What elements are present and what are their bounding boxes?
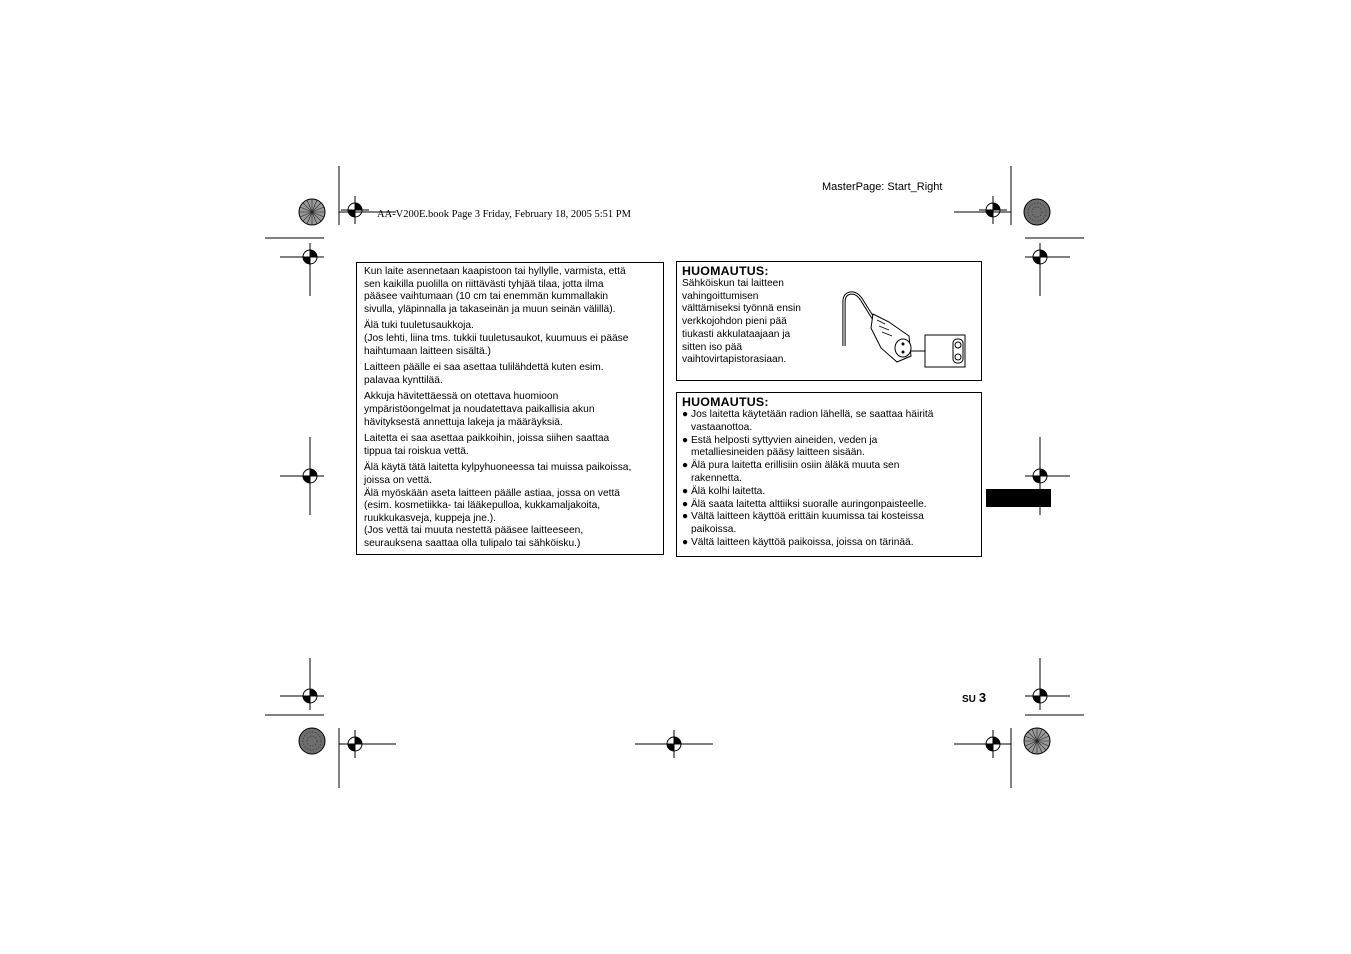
safety-paragraph <box>364 320 656 358</box>
text-line: sivulla, yläpinnalla ja takaseinän ja muun seinän välillä). <box>364 303 616 315</box>
note-bullet-item <box>682 435 976 461</box>
text-line: vastaanottoa. <box>691 421 753 433</box>
text-line: tiukasti akkulataajaan ja <box>682 328 791 340</box>
text-line: Älä pura laitetta erillisiin osiin äläkä muuta sen <box>691 460 900 472</box>
note-power-cord-box <box>676 261 982 381</box>
page-number <box>962 689 986 707</box>
text-line: sen kaikilla puolilla on riittävästi tyhjää tilaa, jotta ilma <box>364 278 604 290</box>
bullet-icon: ● <box>682 498 689 510</box>
note-bullet-item <box>682 537 976 550</box>
bullet-icon: ● <box>682 485 689 497</box>
safety-precautions-box <box>356 262 664 555</box>
note-bullet-item <box>682 486 976 499</box>
masterpage-label: MasterPage: Start_Right <box>822 181 943 193</box>
text-line: (Jos vettä tai muuta nestettä pääsee laitteeseen, <box>364 525 584 537</box>
text-line: (Jos lehti, liina tms. tukkii tuuletusaukot, kuumuus ei pääse <box>364 332 629 344</box>
text-line: Estä helposti syttyvien aineiden, veden ja <box>691 434 878 446</box>
text-line: Älä tuki tuuletusaukkoja. <box>364 320 474 332</box>
text-line: hävityksestä annettuja lakeja ja määräyksiä. <box>364 416 563 428</box>
text-line: haihtumaan laitteen sisältä.) <box>364 345 491 357</box>
text-line: palavaa kynttilää. <box>364 374 443 386</box>
note-bullet-item <box>682 499 976 512</box>
safety-paragraph <box>364 391 656 429</box>
safety-paragraph <box>364 433 656 458</box>
safety-paragraph <box>364 462 656 550</box>
bullet-icon: ● <box>682 434 689 446</box>
power-cord-plug-illustration <box>837 290 972 374</box>
text-line: Laitteen päälle ei saa asettaa tulilähdettä kuten esim. <box>364 362 604 374</box>
text-line: vahingoittumisen <box>682 290 759 302</box>
text-line: sitten iso pää <box>682 341 743 353</box>
text-line: (esim. kosmetiikka- tai lääkepulloa, kukkamaljakoita, <box>364 500 601 512</box>
bullet-icon: ● <box>682 460 689 472</box>
text-line: tippua tai roiskua vettä. <box>364 445 469 457</box>
note-heading: HUOMAUTUS: <box>682 395 769 409</box>
text-line: Jos laitetta käytetään radion lähellä, se saattaa häiritä <box>691 409 934 420</box>
file-info: AA-V200E.book Page 3 Friday, February 18, 2005 5:51 PM <box>377 209 631 220</box>
text-line: ruukkukasveja, kuppeja jne.). <box>364 512 496 524</box>
text-line: metalliesineiden pääsy laitteen sisään. <box>691 447 865 459</box>
text-line: seurauksena saattaa olla tulipalo tai sähköisku.) <box>364 537 581 549</box>
text-line: ympäristöongelmat ja noudatettava paikallisia akun <box>364 403 595 415</box>
page-number-value: 3 <box>978 690 987 705</box>
note-bullet-item <box>682 460 976 486</box>
note-heading: HUOMAUTUS: <box>682 264 769 278</box>
note-usage-box <box>676 392 982 557</box>
note-bullet-item <box>682 511 976 537</box>
text-line: Akkuja hävitettäessä on otettava huomioon <box>364 391 559 403</box>
text-line: verkkojohdon pieni pää <box>682 316 787 328</box>
text-line: Älä käytä tätä laitetta kylpyhuoneessa tai muissa paikoissa, <box>364 462 632 474</box>
text-line: välttämiseksi työnnä ensin <box>682 303 801 315</box>
language-tab <box>986 489 1051 507</box>
text-line: vaihtovirtapistorasiaan. <box>682 354 787 366</box>
text-line: Vältä laitteen käyttöä erittäin kuumissa tai kosteissa <box>691 511 924 523</box>
bullet-icon: ● <box>682 536 689 548</box>
text-line: Kun laite asennetaan kaapistoon tai hyllylle, varmista, että <box>364 266 626 277</box>
safety-paragraph <box>364 362 656 387</box>
text-line: Sähköiskun tai laitteen <box>682 278 784 289</box>
bullet-icon: ● <box>682 409 689 420</box>
text-line: paikoissa. <box>691 524 737 536</box>
text-line: Laitetta ei saa asettaa paikkoihin, joissa siihen saattaa <box>364 433 610 445</box>
text-line: Älä saata laitetta alttiiksi suoralle auringonpaisteelle. <box>691 498 927 510</box>
note-bullet-list <box>682 409 976 550</box>
text-line: Vältä laitteen käyttöä paikoissa, joissa on tärinää. <box>691 536 914 548</box>
bullet-icon: ● <box>682 511 689 523</box>
text-line: Älä myöskään aseta laitteen päälle astiaa, jossa on vettä <box>364 487 620 499</box>
text-line: joissa on vettä. <box>364 474 432 486</box>
safety-paragraph <box>364 266 656 316</box>
language-code: SU <box>962 694 976 705</box>
text-line: rakennetta. <box>691 472 742 484</box>
text-line: pääsee vaihtumaan (10 cm tai enemmän kummallakin <box>364 291 609 303</box>
text-line: Älä kolhi laitetta. <box>691 485 766 497</box>
note-bullet-item <box>682 409 976 435</box>
